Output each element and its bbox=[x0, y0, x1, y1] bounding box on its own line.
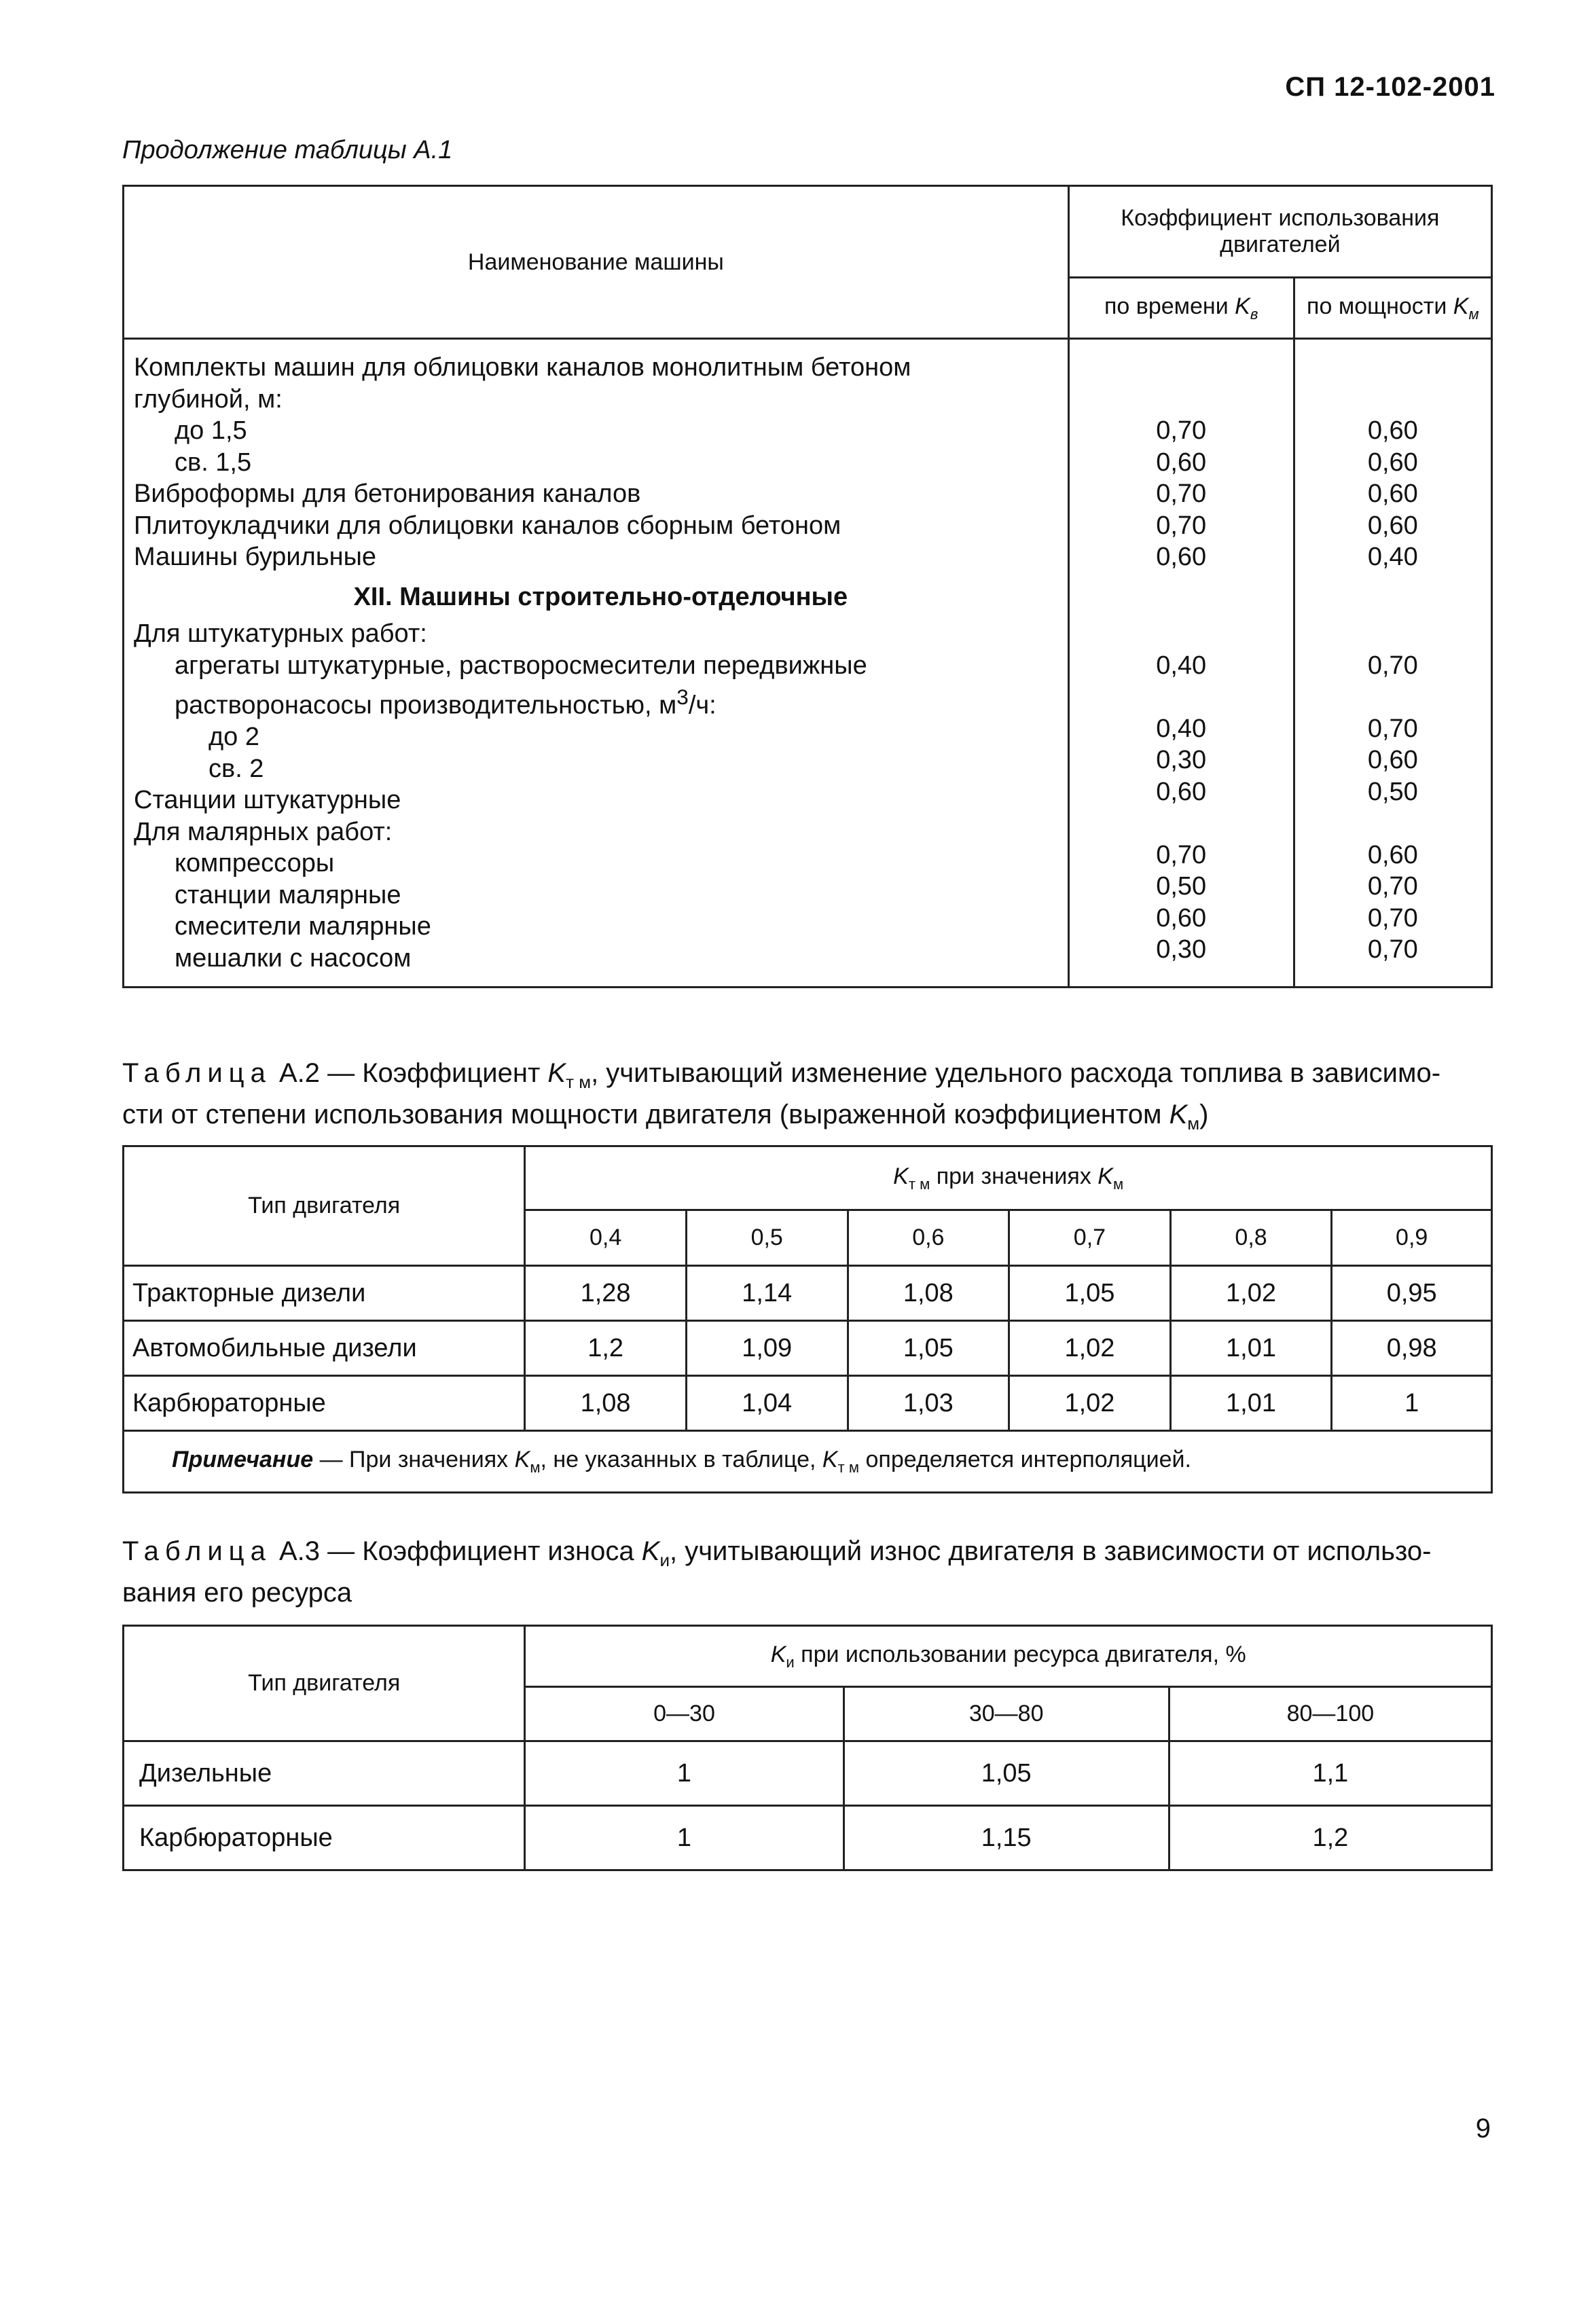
list-item: мешалки с насосом bbox=[175, 943, 412, 973]
list-item: глубиной, м: bbox=[134, 384, 283, 414]
list-item: св. 1,5 bbox=[175, 448, 252, 477]
km-header: 0,6 bbox=[848, 1210, 1009, 1266]
machine-names bbox=[124, 339, 1069, 988]
table-a2-caption: Таблица А.2 — Коэффициент $K_{т м}$, учитывающий изменение удельного расхода топлива в зависимо- сти от степени использования мощности двигателя (выраженной коэффициентом $K_м$) bbox=[122, 1058, 1441, 1134]
continuation-label: Продолжение таблицы А.1 bbox=[122, 136, 453, 164]
km-header: 0,8 bbox=[1170, 1210, 1332, 1266]
km-header: 0,7 bbox=[1009, 1210, 1171, 1266]
list-item: Станции штукатурные bbox=[134, 786, 401, 815]
list-item: Плитоукладчики для облицовки каналов сборным бетоном bbox=[134, 511, 841, 540]
kv-values: 0,70 0,60 0,70 0,70 0,60 0,40 0,40 0,30 0,60 0,70 0,50 0,60 0,30 bbox=[1068, 339, 1294, 988]
list-item: св. 2 bbox=[208, 754, 264, 783]
list-item: Для штукатурных работ: bbox=[134, 619, 427, 648]
col-header-ktm-group: $K_{т м}$ при значениях $K_м$ bbox=[525, 1146, 1492, 1210]
list-item: до 1,5 bbox=[175, 416, 247, 445]
col-header-by-power: по мощности $K_м$ bbox=[1294, 278, 1491, 339]
km-values: 0,60 0,60 0,60 0,60 0,40 0,70 0,70 0,60 0,50 0,60 0,70 0,70 0,70 bbox=[1294, 339, 1491, 988]
table-row: Карбюраторные 1,08 1,04 1,03 1,02 1,01 1 bbox=[124, 1376, 1492, 1431]
table-row: Тракторные дизели 1,28 1,14 1,08 1,05 1,02 0,95 bbox=[124, 1266, 1492, 1321]
page-number: 9 bbox=[1475, 2114, 1491, 2143]
km-header: 0,9 bbox=[1332, 1210, 1492, 1266]
list-item: агрегаты штукатурные, растворосмесители передвижные bbox=[175, 651, 867, 680]
table-row: Карбюраторные 1 1,15 1,2 bbox=[124, 1806, 1492, 1870]
range-header: 80—100 bbox=[1169, 1687, 1491, 1741]
range-header: 0—30 bbox=[525, 1687, 844, 1741]
table-a2-note: Примечание — При значениях $K_м$, не указанных в таблице, $K_{т м}$ определяется интерполяцией. bbox=[124, 1431, 1492, 1493]
range-header: 30—80 bbox=[844, 1687, 1169, 1741]
col-header-machine-name: Наименование машины bbox=[124, 186, 1069, 339]
table-row: Автомобильные дизели 1,2 1,09 1,05 1,02 1,01 0,98 bbox=[124, 1321, 1492, 1376]
col-header-by-time: по времени $K_в$ bbox=[1068, 278, 1294, 339]
table-a1 bbox=[122, 185, 1493, 988]
col-header-ki-group: $K_и$ при использовании ресурса двигателя, % bbox=[525, 1626, 1492, 1687]
col-header-engine-type: Тип двигателя bbox=[124, 1626, 525, 1741]
table-a3-caption: Таблица А.3 — Коэффициент износа $K_и$, учитывающий износ двигателя в зависимости от использо- вания его ресурса bbox=[122, 1536, 1432, 1608]
list-item: Виброформы для бетонирования каналов bbox=[134, 479, 641, 508]
table-a2 bbox=[122, 1145, 1493, 1494]
list-item: Для малярных работ: bbox=[134, 817, 393, 846]
list-item: Машины бурильные bbox=[134, 543, 377, 571]
list-item: смесители малярные bbox=[175, 912, 431, 941]
document-code: СП 12-102-2001 bbox=[1285, 72, 1495, 102]
list-item: до 2 bbox=[208, 723, 259, 752]
section-title: XII. Машины строительно-отделочные bbox=[353, 582, 848, 611]
km-header: 0,5 bbox=[686, 1210, 848, 1266]
list-item: Комплекты машин для облицовки каналов монолитным бетоном bbox=[134, 353, 911, 382]
list-item: компрессоры bbox=[175, 849, 335, 878]
col-header-usage-coefficient: Коэффициент использования двигателей bbox=[1068, 186, 1491, 278]
col-header-engine-type: Тип двигателя bbox=[124, 1146, 525, 1266]
list-item: станции малярные bbox=[175, 880, 401, 909]
km-header: 0,4 bbox=[525, 1210, 687, 1266]
list-item: растворонасосы производительностью, $м^3/ч$: bbox=[175, 685, 717, 720]
table-row: Дизельные 1 1,05 1,1 bbox=[124, 1741, 1492, 1806]
table-a3 bbox=[122, 1625, 1493, 1871]
